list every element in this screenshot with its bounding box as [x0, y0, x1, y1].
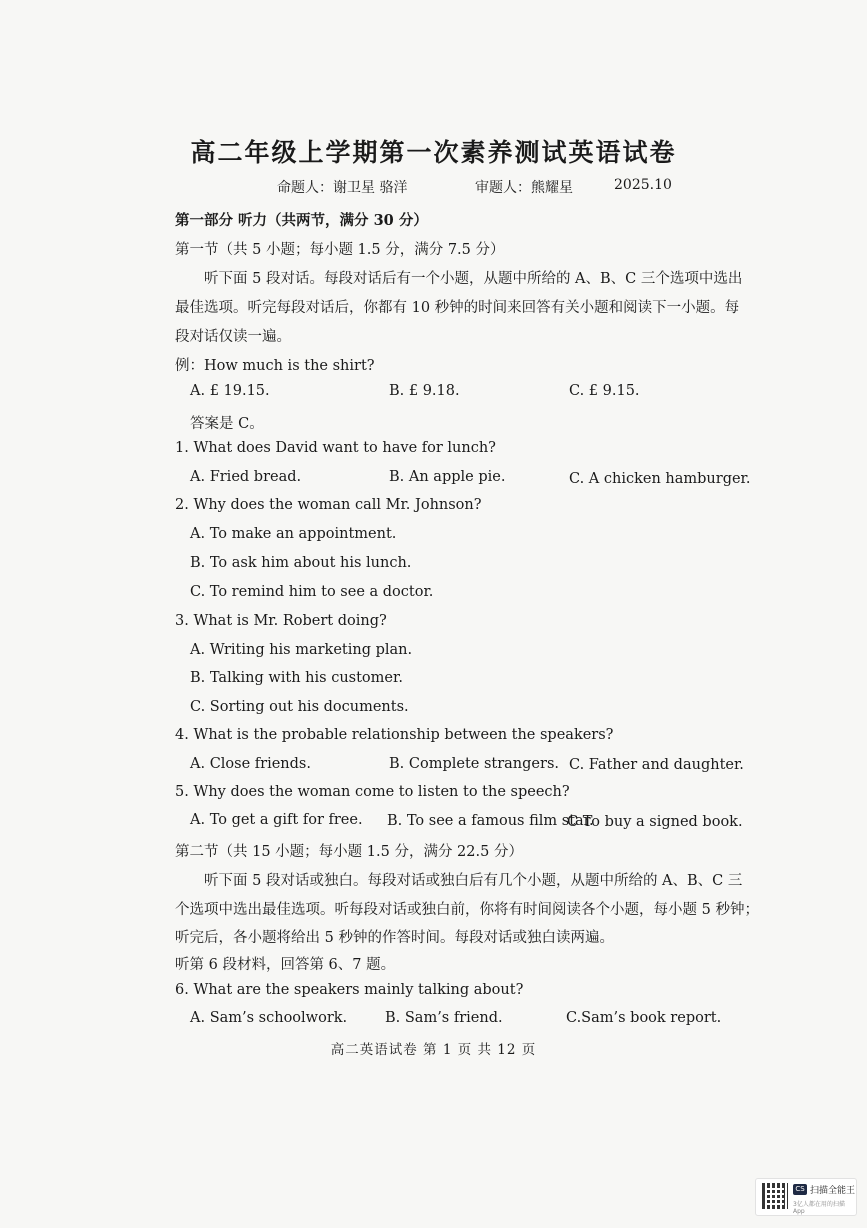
scanner-watermark — [755, 1178, 857, 1216]
question-5: 5. Why does the woman come to listen to the speech? — [175, 784, 570, 800]
option: C. A chicken hamburger. — [569, 471, 751, 487]
example-option: C. £ 9.15. — [569, 383, 640, 399]
exam-title: 高二年级上学期第一次素养测试英语试卷 — [190, 138, 677, 167]
option: C.Sam’s book report. — [566, 1010, 722, 1026]
example-option: A. £ 19.15. — [190, 383, 270, 399]
option: A. To get a gift for free. — [190, 812, 363, 828]
option: C. Father and daughter. — [569, 757, 744, 773]
instruction-line: 听下面 5 段对话或独白。每段对话或独白后有几个小题，从题中所给的 A、B、C 三 — [204, 873, 743, 889]
qr-code-icon — [762, 1183, 788, 1209]
option: B. To see a famous film star. — [387, 813, 594, 829]
instruction-line: 听完后，各小题将给出 5 秒钟的作答时间。每段对话或独白读两遍。 — [175, 930, 614, 946]
option: B. Sam’s friend. — [385, 1010, 503, 1026]
option: B. To ask him about his lunch. — [190, 555, 412, 571]
section2-heading: 第二节（共 15 小题；每小题 1.5 分，满分 22.5 分） — [175, 844, 523, 860]
part1-heading: 第一部分 听力（共两节，满分 30 分） — [175, 212, 428, 229]
option: B. Complete strangers. — [389, 756, 559, 772]
reviewer-label: 审题人：熊耀星 — [475, 180, 573, 196]
instruction-line: 段对话仅读一遍。 — [175, 329, 291, 345]
option: A. To make an appointment. — [190, 526, 397, 542]
material-note: 听第 6 段材料，回答第 6、7 题。 — [175, 957, 396, 973]
option: C. Sorting out his documents. — [190, 699, 409, 715]
option: C. To remind him to see a doctor. — [190, 584, 434, 600]
instruction-line: 最佳选项。听完每段对话后，你都有 10 秒钟的时间来回答有关小题和阅读下一小题。每 — [175, 300, 740, 316]
setter-label: 命题人：谢卫星 骆洋 — [277, 180, 408, 196]
camscanner-logo: CS — [793, 1184, 807, 1195]
watermark-subtitle: 3亿人都在用的扫描App — [793, 1201, 845, 1215]
question-6: 6. What are the speakers mainly talking about? — [175, 982, 524, 998]
example-question: 例：How much is the shirt? — [175, 358, 375, 374]
instruction-line: 个选项中选出最佳选项。听每段对话或独白前，你将有时间阅读各个小题，每小题 5 秒钟； — [175, 902, 759, 918]
option: B. Talking with his customer. — [190, 670, 403, 686]
question-2: 2. Why does the woman call Mr. Johnson? — [175, 497, 482, 513]
option: A. Sam’s schoolwork. — [190, 1010, 348, 1026]
question-4: 4. What is the probable relationship between the speakers? — [175, 727, 614, 743]
example-answer: 答案是 C。 — [190, 416, 264, 432]
page-footer: 高二英语试卷 第 1 页 共 12 页 — [330, 1042, 537, 1058]
option: A. Writing his marketing plan. — [190, 642, 413, 658]
question-1: 1. What does David want to have for lunch? — [175, 440, 496, 456]
instruction-line: 听下面 5 段对话。每段对话后有一个小题，从题中所给的 A、B、C 三个选项中选出 — [204, 271, 743, 287]
option: A. Close friends. — [190, 756, 311, 772]
question-3: 3. What is Mr. Robert doing? — [175, 613, 387, 629]
option: C To buy a signed book. — [567, 814, 743, 830]
option: A. Fried bread. — [190, 469, 302, 485]
section1-heading: 第一节（共 5 小题；每小题 1.5 分，满分 7.5 分） — [175, 242, 505, 258]
watermark-title: 扫描全能王 — [810, 1186, 856, 1196]
option: B. An apple pie. — [389, 469, 506, 485]
exam-date: 2025.10 — [614, 177, 672, 193]
example-option: B. £ 9.18. — [389, 383, 460, 399]
